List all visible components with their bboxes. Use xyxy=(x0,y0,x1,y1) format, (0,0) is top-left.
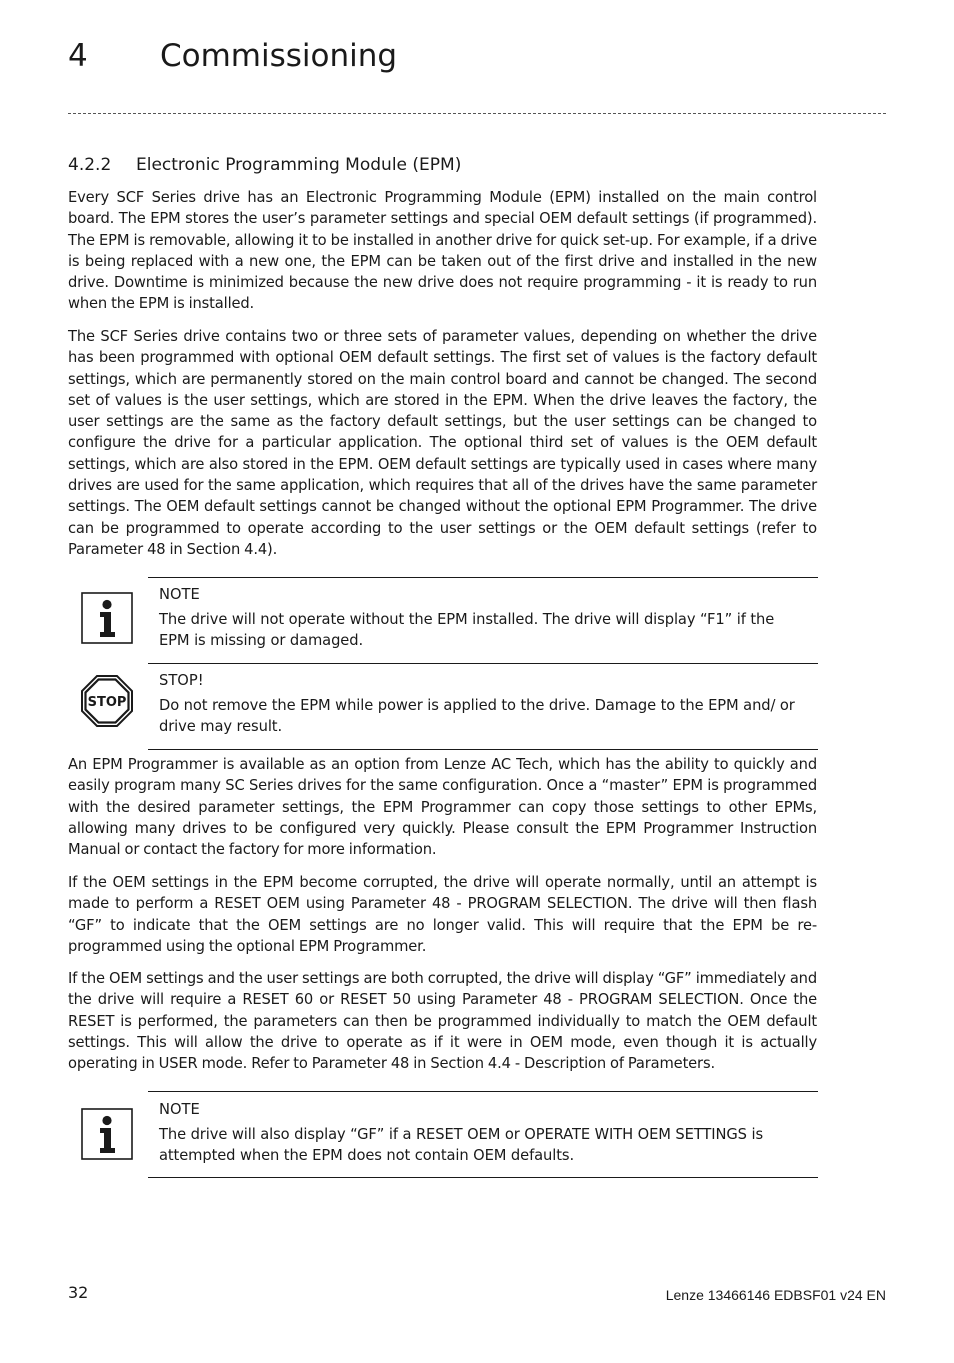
section-title: Electronic Programming Module (EPM) xyxy=(136,155,462,175)
callout-rule-top xyxy=(148,663,818,664)
callout-rule-top xyxy=(148,577,818,578)
footer-document-id: Lenze 13466146 EDBSF01 v24 EN xyxy=(665,1287,886,1303)
callout-title: NOTE xyxy=(159,586,200,603)
stop-callout xyxy=(68,663,818,749)
note-callout xyxy=(68,1091,818,1177)
callout-rule-top xyxy=(148,1091,818,1092)
info-icon xyxy=(81,1108,133,1160)
callout-text: The drive will not operate without the EPM installed. The drive will display “F1” if the EPM is missing or damaged. xyxy=(159,611,775,650)
paragraph-parameter-sets: The SCF Series drive contains two or three sets of parameter values, depending on whether the drive has been programmed with optional OEM default settings. The first set of values is the factory default settings, which are permanently stored on the main control board and cannot be changed. The second set of values is the user settings, which are stored in the EPM. When the drive leaves the factory, the user settings are the same as the factory default settings, but the user settings can be changed to configure the drive for a particular application. The optional third set of values is the OEM default settings, which are also stored in the EPM. OEM default settings are typically used in cases where many drives are used for the same application, which requires that all of the drives have the same parameter settings. The OEM default settings cannot be changed without the optional EPM Programmer. The drive can be programmed to operate according to the user settings or the OEM default settings (refer to Parameter 48 in Section 4.4). xyxy=(68,328,817,558)
paragraph-oem-corrupted: If the OEM settings in the EPM become corrupted, the drive will operate normally, until an attempt is made to perform a RESET OEM using Parameter 48 - PROGRAM SELECTION. The drive will then flash “GF” to indicate that the OEM settings are no longer valid. This will require that the EPM be re-programmed using the optional EPM Programmer. xyxy=(68,874,817,955)
paragraph-both-corrupted: If the OEM settings and the user settings are both corrupted, the drive will display “GF” immediately and the drive will require a RESET 60 or RESET 50 using Parameter 48 - PROGRAM SELECTION. Once the RESET is performed, the parameters can then be programmed individually to match the OEM default settings. This will allow the drive to operate as if it were in OEM mode, even though it is actually operating in USER mode. Refer to Parameter 48 in Section 4.4 - Description of Parameters. xyxy=(68,970,817,1073)
callout-text: The drive will also display “GF” if a RESET OEM or OPERATE WITH OEM SETTINGS is attempted when the EPM does not contain OEM defaults. xyxy=(159,1126,764,1165)
section-heading xyxy=(68,154,828,176)
info-icon xyxy=(81,592,133,644)
stop-sign-icon xyxy=(81,675,133,727)
callout-rule-bottom xyxy=(148,1177,818,1178)
callout-title: NOTE xyxy=(159,1101,200,1118)
section-number: 4.2.2 xyxy=(68,155,112,175)
paragraph-epm-programmer: An EPM Programmer is available as an option from Lenze AC Tech, which has the ability to quickly and easily program many SC Series drives for the same configuration. Once a “master” EPM is programmed with the desired parameter settings, the EPM Programmer can copy those settings to other EPMs, allowing many drives to be configured very quickly. Please consult the EPM Programmer Instruction Manual or contact the factory for more information. xyxy=(68,756,817,859)
header-divider xyxy=(68,113,886,114)
page-number: 32 xyxy=(68,1283,89,1302)
stop-sign-text: STOP xyxy=(87,695,127,710)
callout-title: STOP! xyxy=(159,672,204,689)
chapter-number: 4 xyxy=(68,38,88,74)
note-callout xyxy=(68,577,818,663)
chapter-title: Commissioning xyxy=(160,38,398,74)
callout-rule-bottom xyxy=(148,749,818,750)
callout-text: Do not remove the EPM while power is applied to the drive. Damage to the EPM and/ or drive may result. xyxy=(159,697,795,736)
paragraph-epm-intro: Every SCF Series drive has an Electronic Programming Module (EPM) installed on the main control board. The EPM stores the user’s parameter settings and special OEM default settings (if programmed). The EPM is removable, allowing it to be installed in another drive for quick set-up. For example, if a drive is being replaced with a new one, the EPM can be taken out of the first drive and installed in the new drive. Downtime is minimized because the new drive does not require programming - it is ready to run when the EPM is installed. xyxy=(68,189,817,313)
